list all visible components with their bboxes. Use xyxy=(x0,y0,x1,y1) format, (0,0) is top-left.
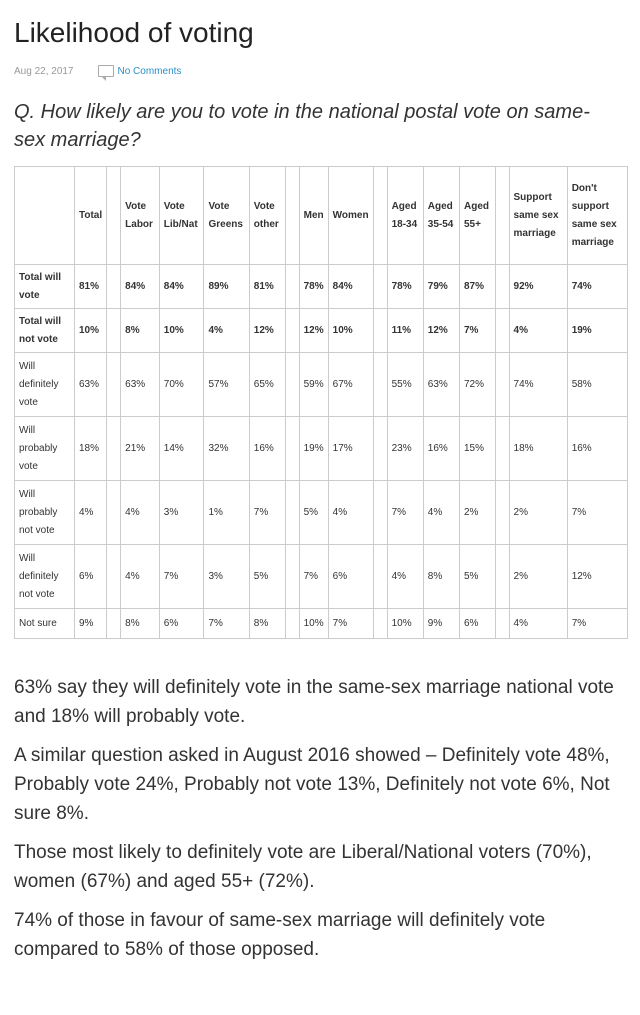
table-row xyxy=(15,417,628,481)
table-cell: 6% xyxy=(159,609,204,639)
table-cell: 70% xyxy=(159,353,204,417)
table-row xyxy=(15,309,628,353)
table-cell: 5% xyxy=(459,545,495,609)
table-cell: 84% xyxy=(121,265,160,309)
table-spacer xyxy=(107,167,121,265)
table-spacer xyxy=(285,609,299,639)
table-cell: 7% xyxy=(299,545,328,609)
table-header-cell: Vote Greens xyxy=(204,167,249,265)
table-spacer xyxy=(285,353,299,417)
table-cell: 65% xyxy=(249,353,285,417)
table-cell: 84% xyxy=(328,265,373,309)
table-spacer xyxy=(373,481,387,545)
table-cell: 78% xyxy=(299,265,328,309)
table-spacer xyxy=(373,417,387,481)
table-cell: 12% xyxy=(567,545,627,609)
table-cell: 55% xyxy=(387,353,423,417)
table-spacer xyxy=(495,265,509,309)
table-spacer xyxy=(373,265,387,309)
table-cell: 7% xyxy=(204,609,249,639)
table-spacer xyxy=(495,481,509,545)
table-cell: 7% xyxy=(387,481,423,545)
table-cell: 57% xyxy=(204,353,249,417)
table-spacer xyxy=(107,353,121,417)
row-label: Will probably vote xyxy=(15,417,75,481)
table-spacer xyxy=(495,309,509,353)
post-date: Aug 22, 2017 xyxy=(14,65,74,77)
table-spacer xyxy=(373,167,387,265)
table-cell: 63% xyxy=(75,353,107,417)
table-spacer xyxy=(285,265,299,309)
row-label: Not sure xyxy=(15,609,75,639)
table-cell: 9% xyxy=(75,609,107,639)
paragraph: Those most likely to definitely vote are Liberal/National voters (70%), women (67%) and aged 55+ (72%). xyxy=(14,842,592,892)
question-text: Q. How likely are you to vote in the national postal vote on same-sex marriage? xyxy=(14,101,590,151)
table-spacer xyxy=(107,545,121,609)
table-cell: 4% xyxy=(387,545,423,609)
table-spacer xyxy=(495,417,509,481)
table-cell: 2% xyxy=(459,481,495,545)
table-row xyxy=(15,481,628,545)
table-cell: 17% xyxy=(328,417,373,481)
table-cell: 3% xyxy=(204,545,249,609)
table-cell: 7% xyxy=(328,609,373,639)
table-spacer xyxy=(285,417,299,481)
table-cell: 16% xyxy=(249,417,285,481)
table-spacer xyxy=(285,481,299,545)
table-cell: 15% xyxy=(459,417,495,481)
row-label: Will definitely not vote xyxy=(15,545,75,609)
table-header-cell: Aged 35-54 xyxy=(423,167,459,265)
table-header-cell: Support same sex marriage xyxy=(509,167,567,265)
table-cell: 9% xyxy=(423,609,459,639)
table-cell: 74% xyxy=(509,353,567,417)
table-cell: 7% xyxy=(159,545,204,609)
table-cell: 84% xyxy=(159,265,204,309)
table-cell: 7% xyxy=(567,609,627,639)
table-spacer xyxy=(373,545,387,609)
table-header-corner xyxy=(15,167,75,265)
comments-link[interactable]: No Comments xyxy=(117,65,182,77)
table-cell: 16% xyxy=(567,417,627,481)
table-cell: 4% xyxy=(75,481,107,545)
table-cell: 79% xyxy=(423,265,459,309)
table-cell: 7% xyxy=(249,481,285,545)
table-header-cell: Total xyxy=(75,167,107,265)
table-cell: 4% xyxy=(509,309,567,353)
table-cell: 10% xyxy=(299,609,328,639)
table-cell: 7% xyxy=(459,309,495,353)
table-cell: 59% xyxy=(299,353,328,417)
table-cell: 5% xyxy=(299,481,328,545)
table-cell: 58% xyxy=(567,353,627,417)
table-cell: 89% xyxy=(204,265,249,309)
table-spacer xyxy=(495,609,509,639)
table-spacer xyxy=(107,481,121,545)
table-cell: 8% xyxy=(121,609,160,639)
table-cell: 12% xyxy=(299,309,328,353)
table-spacer xyxy=(495,167,509,265)
row-label: Total will vote xyxy=(15,265,75,309)
table-spacer xyxy=(495,545,509,609)
table-cell: 6% xyxy=(328,545,373,609)
table-cell: 10% xyxy=(75,309,107,353)
table-cell: 16% xyxy=(423,417,459,481)
table-spacer xyxy=(107,609,121,639)
table-spacer xyxy=(373,353,387,417)
table-cell: 8% xyxy=(121,309,160,353)
table-header-row xyxy=(15,167,628,265)
table-cell: 10% xyxy=(387,609,423,639)
table-cell: 4% xyxy=(509,609,567,639)
table-cell: 72% xyxy=(459,353,495,417)
table-cell: 2% xyxy=(509,481,567,545)
table-cell: 32% xyxy=(204,417,249,481)
table-cell: 19% xyxy=(567,309,627,353)
table-cell: 12% xyxy=(249,309,285,353)
table-row xyxy=(15,353,628,417)
paragraph: 63% say they will definitely vote in the same-sex marriage national vote and 18% will probably vote. xyxy=(14,677,614,727)
table-cell: 11% xyxy=(387,309,423,353)
page-title: Likelihood of voting xyxy=(14,17,254,48)
table-cell: 12% xyxy=(423,309,459,353)
row-label: Total will not vote xyxy=(15,309,75,353)
table-cell: 87% xyxy=(459,265,495,309)
table-cell: 14% xyxy=(159,417,204,481)
table-spacer xyxy=(495,353,509,417)
table-spacer xyxy=(373,609,387,639)
table-row xyxy=(15,609,628,639)
table-cell: 19% xyxy=(299,417,328,481)
poll-table xyxy=(14,166,628,639)
table-cell: 81% xyxy=(75,265,107,309)
table-cell: 1% xyxy=(204,481,249,545)
table-header-cell: Don't support same sex marriage xyxy=(567,167,627,265)
table-cell: 74% xyxy=(567,265,627,309)
table-cell: 6% xyxy=(75,545,107,609)
table-row xyxy=(15,265,628,309)
table-spacer xyxy=(285,309,299,353)
table-spacer xyxy=(285,167,299,265)
table-cell: 18% xyxy=(75,417,107,481)
table-cell: 92% xyxy=(509,265,567,309)
table-cell: 63% xyxy=(121,353,160,417)
paragraph: 74% of those in favour of same-sex marriage will definitely vote compared to 58% of those opposed. xyxy=(14,910,546,960)
article-body xyxy=(14,673,626,964)
table-cell: 67% xyxy=(328,353,373,417)
table-cell: 4% xyxy=(328,481,373,545)
table-header-cell: Aged 55+ xyxy=(459,167,495,265)
table-cell: 5% xyxy=(249,545,285,609)
table-cell: 78% xyxy=(387,265,423,309)
table-cell: 21% xyxy=(121,417,160,481)
table-cell: 4% xyxy=(423,481,459,545)
table-cell: 8% xyxy=(249,609,285,639)
table-cell: 2% xyxy=(509,545,567,609)
table-cell: 18% xyxy=(509,417,567,481)
table-header-cell: Vote other xyxy=(249,167,285,265)
table-cell: 63% xyxy=(423,353,459,417)
table-header-cell: Vote Labor xyxy=(121,167,160,265)
table-cell: 7% xyxy=(567,481,627,545)
table-spacer xyxy=(373,309,387,353)
row-label: Will definitely vote xyxy=(15,353,75,417)
paragraph: A similar question asked in August 2016 showed – Definitely vote 48%, Probably vote 24%, Probably not vote 13%, Definitely not vote 6%, Not sure 8%. xyxy=(14,745,610,824)
comment-icon xyxy=(98,65,114,77)
table-cell: 4% xyxy=(204,309,249,353)
table-header-cell: Aged 18-34 xyxy=(387,167,423,265)
table-spacer xyxy=(107,309,121,353)
post-meta xyxy=(14,62,640,80)
table-cell: 6% xyxy=(459,609,495,639)
table-spacer xyxy=(107,265,121,309)
table-spacer xyxy=(107,417,121,481)
table-cell: 8% xyxy=(423,545,459,609)
table-cell: 4% xyxy=(121,545,160,609)
table-cell: 3% xyxy=(159,481,204,545)
table-cell: 81% xyxy=(249,265,285,309)
table-header-cell: Men xyxy=(299,167,328,265)
row-label: Will probably not vote xyxy=(15,481,75,545)
table-cell: 10% xyxy=(328,309,373,353)
table-cell: 23% xyxy=(387,417,423,481)
table-cell: 4% xyxy=(121,481,160,545)
table-spacer xyxy=(285,545,299,609)
table-header-cell: Women xyxy=(328,167,373,265)
table-cell: 10% xyxy=(159,309,204,353)
table-row xyxy=(15,545,628,609)
table-header-cell: Vote Lib/Nat xyxy=(159,167,204,265)
